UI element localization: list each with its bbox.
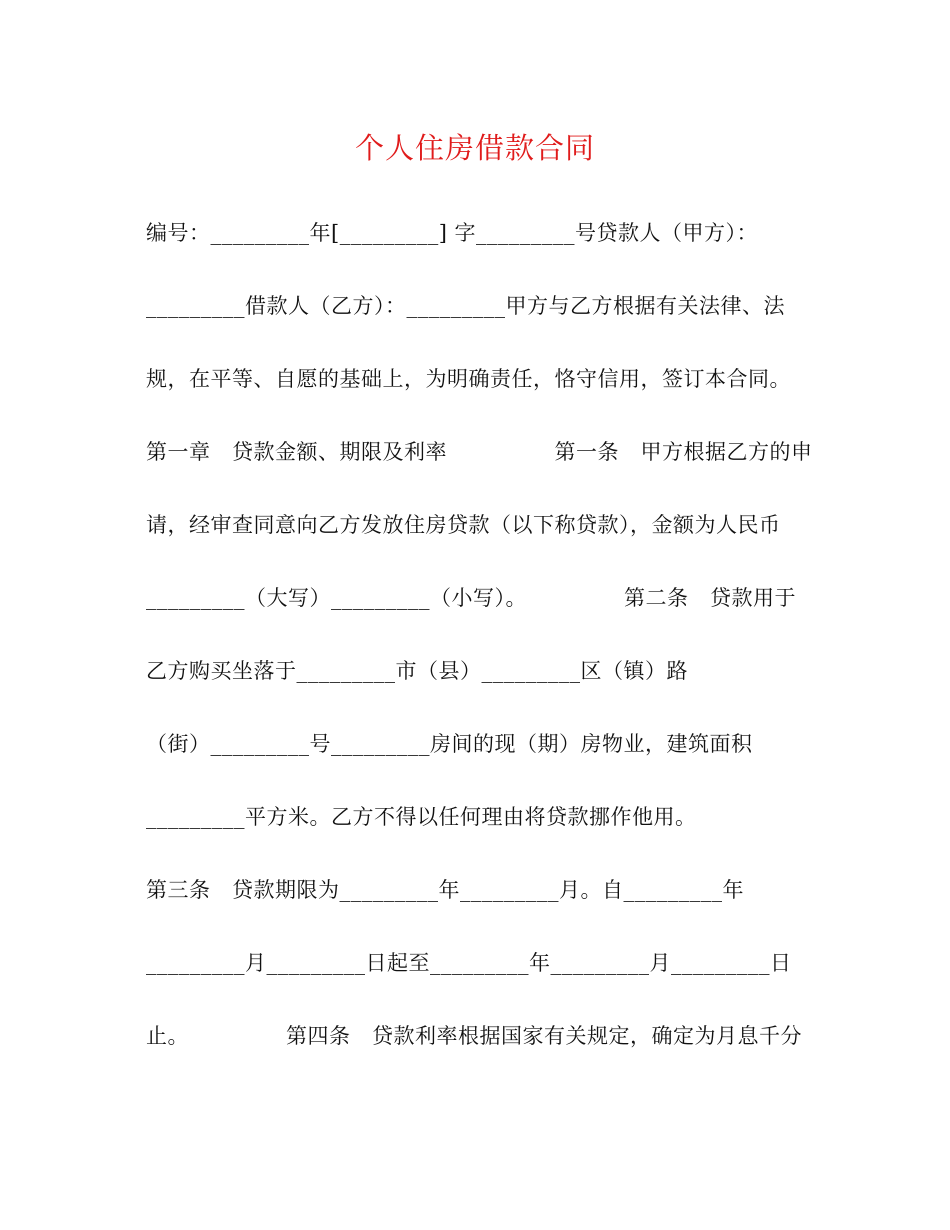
body-line <box>146 283 806 356</box>
body-line-text: _________月_________日起至_________年_________月_________日 <box>146 951 792 975</box>
body-line-text: 第三条 贷款期限为_________年_________月。自_________年 <box>146 878 744 902</box>
document-title: 个人住房借款合同 <box>354 131 595 165</box>
document-body <box>146 210 813 1086</box>
body-line-text: _________平方米。乙方不得以任何理由将贷款挪作他用。 <box>146 805 697 829</box>
body-line <box>146 575 806 648</box>
body-line <box>146 210 806 283</box>
body-line-text: 编号：_________年[_________] 字_________号贷款人（甲方）： <box>146 221 759 245</box>
body-line <box>146 648 806 721</box>
body-line <box>146 867 806 940</box>
body-line-text: 规，在平等、自愿的基础上，为明确责任，恪守信用，签订本合同。 <box>146 367 791 391</box>
body-line <box>146 721 806 794</box>
body-line-text: 止。 第四条 贷款利率根据国家有关规定，确定为月息千分 <box>146 1024 802 1048</box>
body-line <box>146 502 806 575</box>
body-line-text: 第一章 贷款金额、期限及利率 第一条 甲方根据乙方的申 <box>146 440 813 464</box>
body-line <box>146 356 806 429</box>
body-line <box>146 429 813 502</box>
body-line-text: _________（大写）_________（小写）。 第二条 贷款用于 <box>146 586 796 610</box>
body-line-text: 乙方购买坐落于_________市（县）_________区（镇）路 <box>146 659 688 683</box>
body-line-text: 请，经审查同意向乙方发放住房贷款（以下称贷款），金额为人民币 <box>146 513 781 537</box>
body-line-text: （街）_________号_________房间的现（期）房物业，建筑面积 <box>146 732 753 756</box>
body-line-text: _________借款人（乙方）：_________甲方与乙方根据有关法律、法 <box>146 294 785 318</box>
body-line <box>146 794 806 867</box>
body-line <box>146 940 806 1013</box>
body-line <box>146 1013 806 1086</box>
